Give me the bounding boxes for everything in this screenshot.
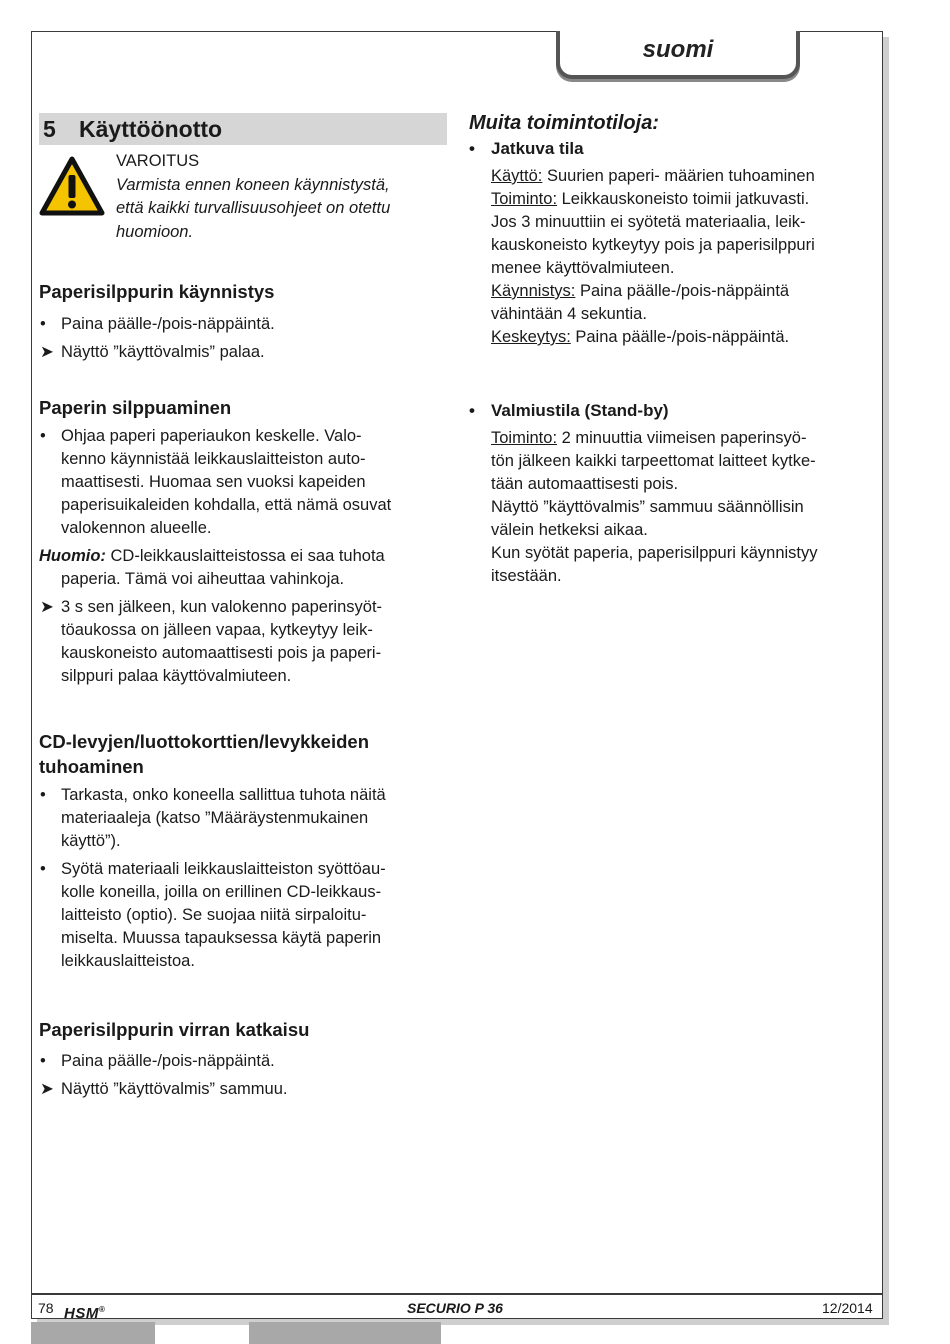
text-line: paperisuikaleiden kohdalla, että nämä osuvat <box>61 496 392 514</box>
text-line: paperia. Tämä voi aiheuttaa vahinkoja. <box>61 570 345 588</box>
function-label: Toiminto: <box>491 429 558 447</box>
language-tab: suomi <box>556 31 800 79</box>
chapter-title <box>39 113 447 145</box>
list-item-text: Näyttö ”käyttövalmis” sammuu. <box>61 1080 288 1098</box>
heading-line: tuhoaminen <box>39 756 144 777</box>
shredding-list <box>39 425 449 693</box>
cd-heading <box>39 729 369 779</box>
brand-logo-text: HSM <box>64 1305 99 1322</box>
bullet-mark: • <box>469 139 475 158</box>
text-line: Ohjaa paperi paperiaukon keskelle. Valo- <box>61 427 362 445</box>
registered-mark: ® <box>98 1305 106 1314</box>
bullet-mark: • <box>40 860 46 878</box>
text-line: Paina päälle-/pois-näppäintä <box>575 282 790 300</box>
warning-body <box>116 174 446 245</box>
text-line: laitteisto (optio). Se suojaa niitä sirpaloitu- <box>61 906 367 924</box>
text-line: Näyttö ”käyttövalmis” sammuu säännöllisin <box>491 498 804 516</box>
text-line: CD-leikkauslaitteistossa ei saa tuhota <box>105 547 385 565</box>
warning-title: VAROITUS <box>116 152 200 170</box>
continuous-mode-body <box>491 165 876 349</box>
text-line: käyttö”). <box>61 832 121 850</box>
warning-text <box>116 150 446 244</box>
text-line: Tarkasta, onko koneella sallittua tuhota näitä <box>61 786 386 804</box>
print-date: 12/2014 <box>822 1300 873 1316</box>
chapter-title-text: Käyttöönotto <box>79 116 223 142</box>
bullet-mark: • <box>40 1052 46 1070</box>
note-item <box>39 545 449 591</box>
text-line: vähintään 4 sekuntia. <box>491 305 647 323</box>
startup-heading: Paperisilppurin käynnistys <box>39 281 275 302</box>
text-line: leikkauslaitteistoa. <box>61 952 195 970</box>
list-item <box>39 313 447 336</box>
text-line: itsestään. <box>491 567 562 585</box>
text-line: Paina päälle-/pois-näppäintä. <box>570 328 790 346</box>
bullet-mark: • <box>40 315 46 333</box>
warning-triangle-icon <box>39 156 105 216</box>
text-line: tään automaattisesti pois. <box>491 475 679 493</box>
text-line: töaukossa on jälleen vapaa, kytkeytyy leik- <box>61 621 373 639</box>
warning-line: Varmista ennen koneen käynnistystä, <box>116 175 390 194</box>
arrow-mark: ➤ <box>40 1080 54 1098</box>
text-line: Syötä materiaali leikkauslaitteiston syöttöau- <box>61 860 386 878</box>
warning-line: että kaikki turvallisuusohjeet on otettu <box>116 199 391 217</box>
bullet-mark: • <box>40 786 46 804</box>
text-line: kauskoneisto kytkeytyy pois ja paperisilppuri <box>491 236 815 254</box>
mode-title-text: Valmiustila (Stand-by) <box>491 401 669 420</box>
model-name: SECURIO P 36 <box>407 1300 503 1316</box>
start-label: Käynnistys: <box>491 282 576 300</box>
use-label: Käyttö: <box>491 167 543 185</box>
function-label: Toiminto: <box>491 190 558 208</box>
shredding-heading: Paperin silppuaminen <box>39 397 232 418</box>
list-item <box>39 858 449 973</box>
list-item <box>39 341 447 364</box>
arrow-mark: ➤ <box>40 598 54 616</box>
chapter-number: 5 <box>43 116 56 142</box>
page-number: 78 <box>38 1300 54 1316</box>
warning-line: huomioon. <box>116 222 194 241</box>
text-line: valokennon alueelle. <box>61 519 212 537</box>
text-line: välein hetkeksi aikaa. <box>491 521 648 539</box>
list-item <box>39 596 449 688</box>
list-item-text: Paina päälle-/pois-näppäintä. <box>61 1052 275 1070</box>
text-line: Kun syötät paperia, paperisilppuri käynnistyy <box>491 544 818 562</box>
list-item <box>39 425 449 540</box>
text-line: materiaaleja (katso ”Määräystenmukainen <box>61 809 369 827</box>
text-line: 2 minuuttia viimeisen paperinsyö- <box>557 429 807 447</box>
text-line: tön jälkeen kaikki tarpeettomat laitteet kytke- <box>491 452 816 470</box>
standby-mode-title <box>469 399 669 422</box>
stop-label: Keskeytys: <box>491 328 571 346</box>
continuous-mode-title <box>469 137 584 160</box>
bullet-mark: • <box>469 401 475 420</box>
note-label: Huomio: <box>39 547 106 565</box>
text-line: silppuri palaa käyttövalmiuteen. <box>61 667 292 685</box>
arrow-mark: ➤ <box>40 343 54 361</box>
text-line: maattisesti. Huomaa sen vuoksi kapeiden <box>61 473 366 491</box>
text-line: 3 s sen jälkeen, kun valokenno paperinsyöt- <box>61 598 383 616</box>
list-item <box>39 1050 447 1073</box>
list-item-text: Näyttö ”käyttövalmis” palaa. <box>61 343 265 361</box>
text-line: kenno käynnistää leikkauslaitteiston auto- <box>61 450 366 468</box>
footer-divider <box>31 1293 883 1295</box>
brand-logo <box>64 1300 105 1324</box>
text-line: kolle koneilla, joilla on erillinen CD-leikkaus- <box>61 883 382 901</box>
standby-mode-body <box>491 427 876 588</box>
thumb-tab <box>31 1322 155 1344</box>
text-line: miselta. Muussa tapauksessa käytä paperin <box>61 929 382 947</box>
text-line: kauskoneisto automaattisesti pois ja paperi- <box>61 644 382 662</box>
text-line: Jos 3 minuuttiin ei syötetä materiaalia, leik- <box>491 213 806 231</box>
list-item-text: Paina päälle-/pois-näppäintä. <box>61 315 275 333</box>
text-line: Leikkauskoneisto toimii jatkuvasti. <box>557 190 810 208</box>
bullet-mark: • <box>40 427 46 445</box>
poweroff-list <box>39 1050 447 1106</box>
poweroff-heading: Paperisilppurin virran katkaisu <box>39 1019 310 1040</box>
thumb-tab <box>249 1322 441 1344</box>
cd-list <box>39 784 449 978</box>
list-item <box>39 784 449 853</box>
list-item <box>39 1078 447 1101</box>
text-line: Suurien paperi- määrien tuhoaminen <box>542 167 815 185</box>
heading-line: CD-levyjen/luottokorttien/levykkeiden <box>39 731 370 752</box>
mode-title-text: Jatkuva tila <box>491 139 584 158</box>
startup-list <box>39 313 447 369</box>
text-line: menee käyttövalmiuteen. <box>491 259 675 277</box>
modes-heading: Muita toimintotiloja: <box>469 112 659 134</box>
